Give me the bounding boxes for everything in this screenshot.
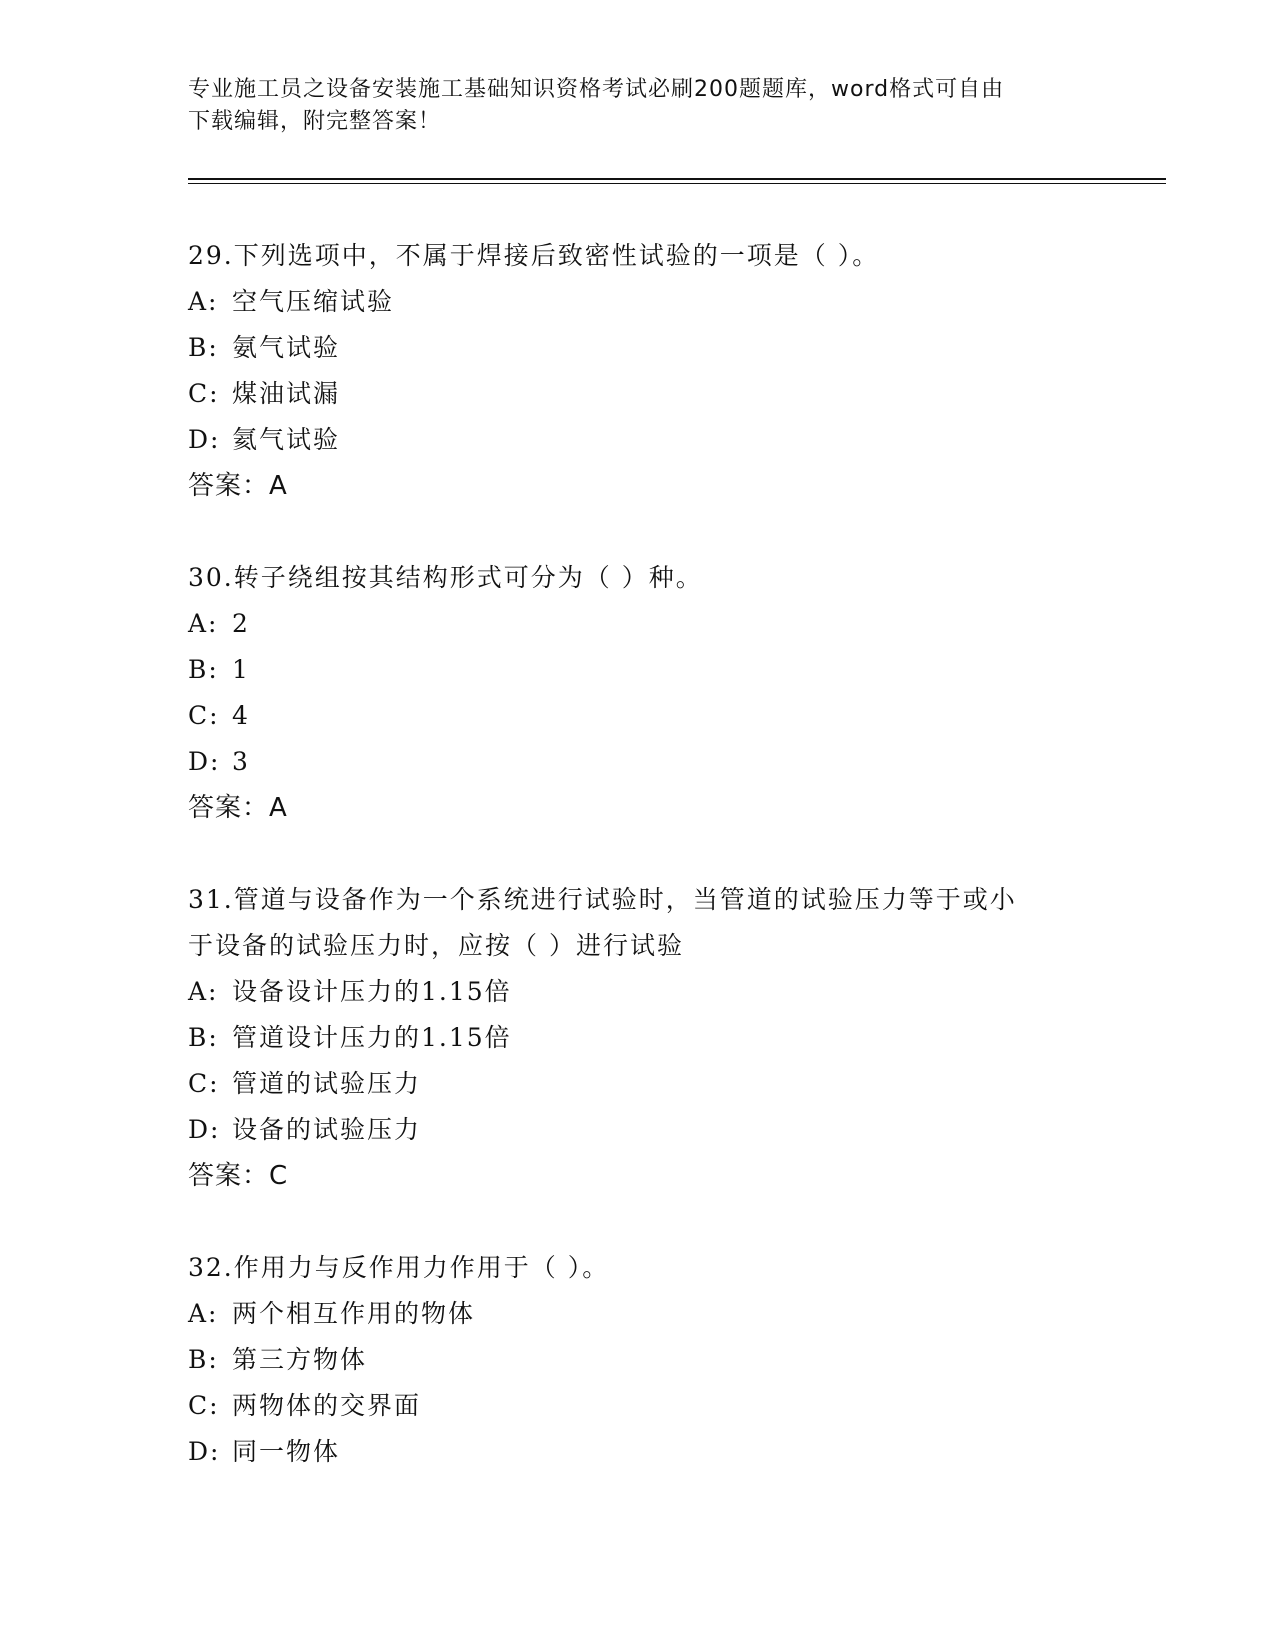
option-a <box>188 279 1088 325</box>
option-d <box>188 417 1088 463</box>
option-d <box>188 739 1088 785</box>
option-text: 煤油试漏 <box>232 379 341 408</box>
option-text: 4 <box>232 701 250 730</box>
option-text: 1 <box>232 655 250 684</box>
option-text: 第三方物体 <box>232 1345 368 1374</box>
question-32 <box>188 1245 1088 1475</box>
option-b <box>188 325 1088 371</box>
option-c <box>188 1061 1088 1107</box>
option-text: 设备的试验压力 <box>232 1115 422 1144</box>
answer-line: 答案：C <box>188 1161 289 1191</box>
option-d <box>188 1429 1088 1475</box>
option-text: 空气压缩试验 <box>232 287 395 316</box>
option-c <box>188 1383 1088 1429</box>
option-d <box>188 1107 1088 1153</box>
answer-line: 答案：A <box>188 471 288 501</box>
option-a <box>188 1291 1088 1337</box>
option-label: D: <box>188 1437 221 1466</box>
option-label: D: <box>188 747 221 776</box>
option-b <box>188 1015 1088 1061</box>
question-stem-line-2: 于设备的试验压力时，应按（ ）进行试验 <box>188 931 684 960</box>
question-31 <box>188 877 1088 1199</box>
option-text: 同一物体 <box>232 1437 341 1466</box>
option-label: D: <box>188 425 221 454</box>
question-29 <box>188 233 1088 509</box>
option-text: 3 <box>232 747 250 776</box>
option-label: B: <box>188 1023 219 1052</box>
option-label: C: <box>188 379 220 408</box>
question-stem: 29.下列选项中，不属于焊接后致密性试验的一项是（ ）。 <box>188 241 880 270</box>
question-stem: 30.转子绕组按其结构形式可分为（ ）种。 <box>188 563 703 592</box>
option-label: C: <box>188 701 220 730</box>
option-c <box>188 371 1088 417</box>
option-label: B: <box>188 655 219 684</box>
header-line-2: 下载编辑，附完整答案！ <box>188 109 442 134</box>
question-stem: 32.作用力与反作用力作用于（ ）。 <box>188 1253 610 1282</box>
option-label: A: <box>188 609 219 638</box>
option-label: C: <box>188 1069 220 1098</box>
option-label: A: <box>188 287 219 316</box>
option-text: 设备设计压力的1.15倍 <box>232 977 512 1006</box>
answer-line: 答案：A <box>188 793 288 823</box>
header-divider-thick <box>188 178 1166 180</box>
option-text: 氦气试验 <box>232 425 341 454</box>
option-label: A: <box>188 977 219 1006</box>
option-text: 管道的试验压力 <box>232 1069 422 1098</box>
question-30 <box>188 555 1088 831</box>
option-text: 氨气试验 <box>232 333 341 362</box>
option-b <box>188 1337 1088 1383</box>
option-c <box>188 693 1088 739</box>
document-header <box>188 74 1088 138</box>
option-text: 两个相互作用的物体 <box>232 1299 476 1328</box>
header-line-1: 专业施工员之设备安装施工基础知识资格考试必刷200题题库，word格式可自由 <box>188 77 1005 102</box>
option-b <box>188 647 1088 693</box>
option-label: D: <box>188 1115 221 1144</box>
option-text: 管道设计压力的1.15倍 <box>232 1023 512 1052</box>
option-a <box>188 601 1088 647</box>
option-text: 两物体的交界面 <box>232 1391 422 1420</box>
option-a <box>188 969 1088 1015</box>
option-label: B: <box>188 1345 219 1374</box>
question-stem-line-1: 31.管道与设备作为一个系统进行试验时，当管道的试验压力等于或小 <box>188 885 1017 914</box>
option-label: A: <box>188 1299 219 1328</box>
option-text: 2 <box>232 609 250 638</box>
option-label: B: <box>188 333 219 362</box>
header-divider-thin <box>188 183 1166 184</box>
option-label: C: <box>188 1391 220 1420</box>
